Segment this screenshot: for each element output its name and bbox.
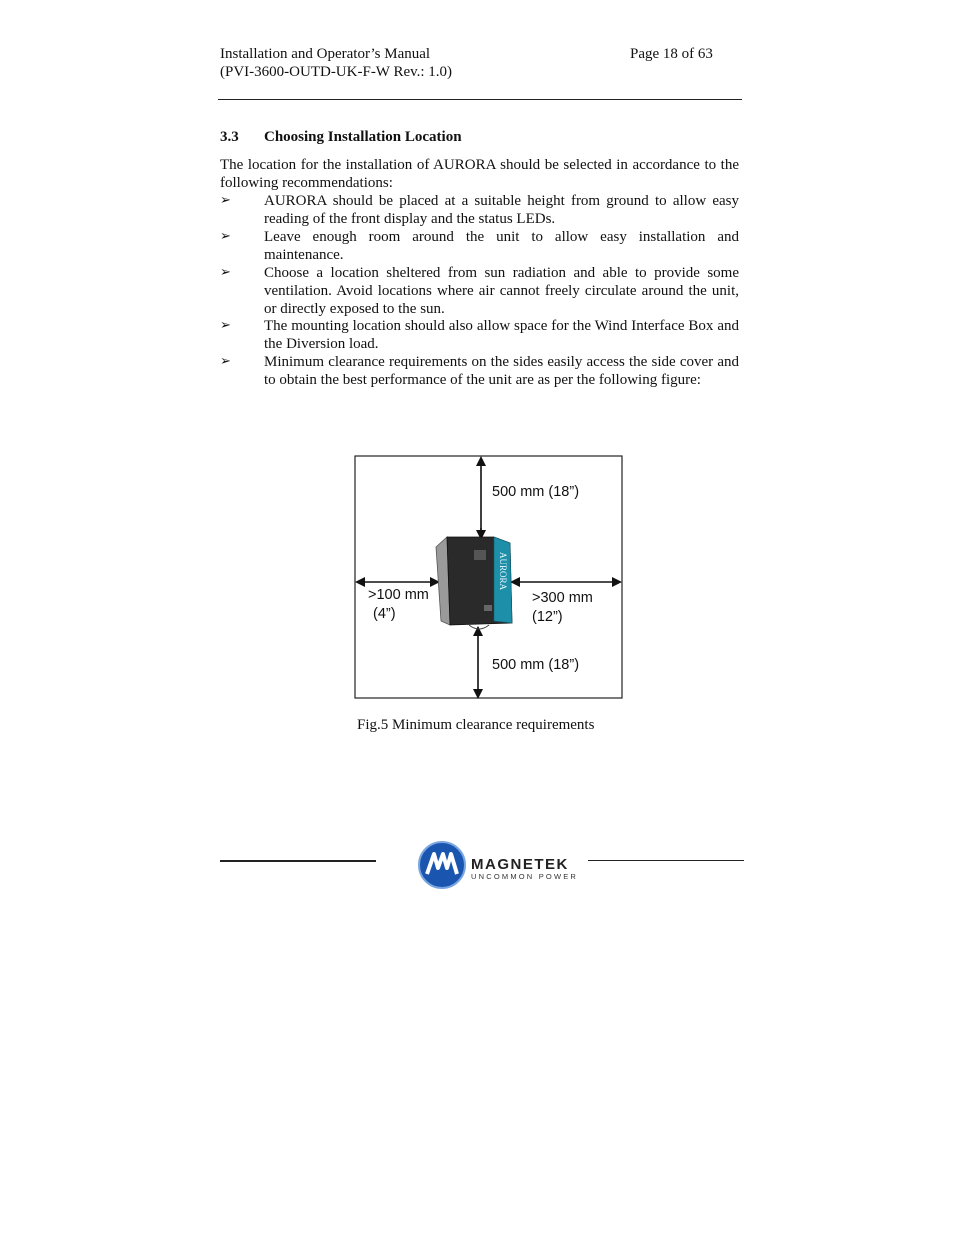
clearance-diagram (354, 455, 624, 700)
list-item: Choose a location sheltered from sun radiation and able to provide some ventilation. Avoid locations where air cannot freely circulate around the unit, or directly exposed to the sun. (264, 265, 739, 317)
bullet-arrow-icon: ➢ (220, 229, 231, 244)
page-number: Page 18 of 63 (630, 46, 713, 62)
figure-caption: Fig.5 Minimum clearance requirements (357, 717, 595, 733)
list-item: AURORA should be placed at a suitable height from ground to allow easy reading of the front display and the status LEDs. (264, 193, 739, 227)
list-item: The mounting location should also allow space for the Wind Interface Box and the Diversion load. (264, 318, 739, 352)
logo-tagline: UNCOMMON POWER (471, 872, 579, 881)
section-title: Choosing Installation Location (264, 129, 462, 145)
bullet-arrow-icon: ➢ (220, 265, 231, 280)
magnetek-logo-icon (417, 840, 467, 890)
clearance-figure (354, 455, 624, 700)
bullet-arrow-icon: ➢ (220, 193, 231, 208)
bullet-arrow-icon: ➢ (220, 318, 231, 333)
logo-name: MAGNETEK (471, 856, 569, 873)
doc-code: (PVI-3600-OUTD-UK-F-W Rev.: 1.0) (220, 64, 453, 80)
right-clearance-label-2: (12”) (532, 609, 563, 625)
header-rule (218, 99, 742, 100)
footer-rule-left (220, 860, 376, 862)
right-clearance-label: >300 mm (532, 590, 593, 606)
top-clearance-label: 500 mm (18”) (492, 484, 580, 500)
left-clearance-label: >100 mm (368, 587, 429, 603)
left-clearance-label-2: (4”) (373, 606, 396, 622)
list-item: Minimum clearance requirements on the sides easily access the side cover and to obtain the best performance of the unit are as per the following figure: (264, 354, 739, 388)
intro-paragraph: The location for the installation of AURORA should be selected in accordance to the following recommendations: (220, 157, 739, 191)
bullet-arrow-icon: ➢ (220, 354, 231, 369)
bottom-clearance-label: 500 mm (18”) (492, 657, 580, 673)
section-number: 3.3 (220, 129, 239, 145)
list-item: Leave enough room around the unit to allow easy installation and maintenance. (264, 229, 739, 263)
doc-title: Installation and Operator’s Manual (220, 46, 431, 62)
footer-rule-right (588, 860, 744, 861)
svg-text:AURORA: AURORA (498, 552, 508, 591)
inverter-device-icon (436, 537, 512, 629)
